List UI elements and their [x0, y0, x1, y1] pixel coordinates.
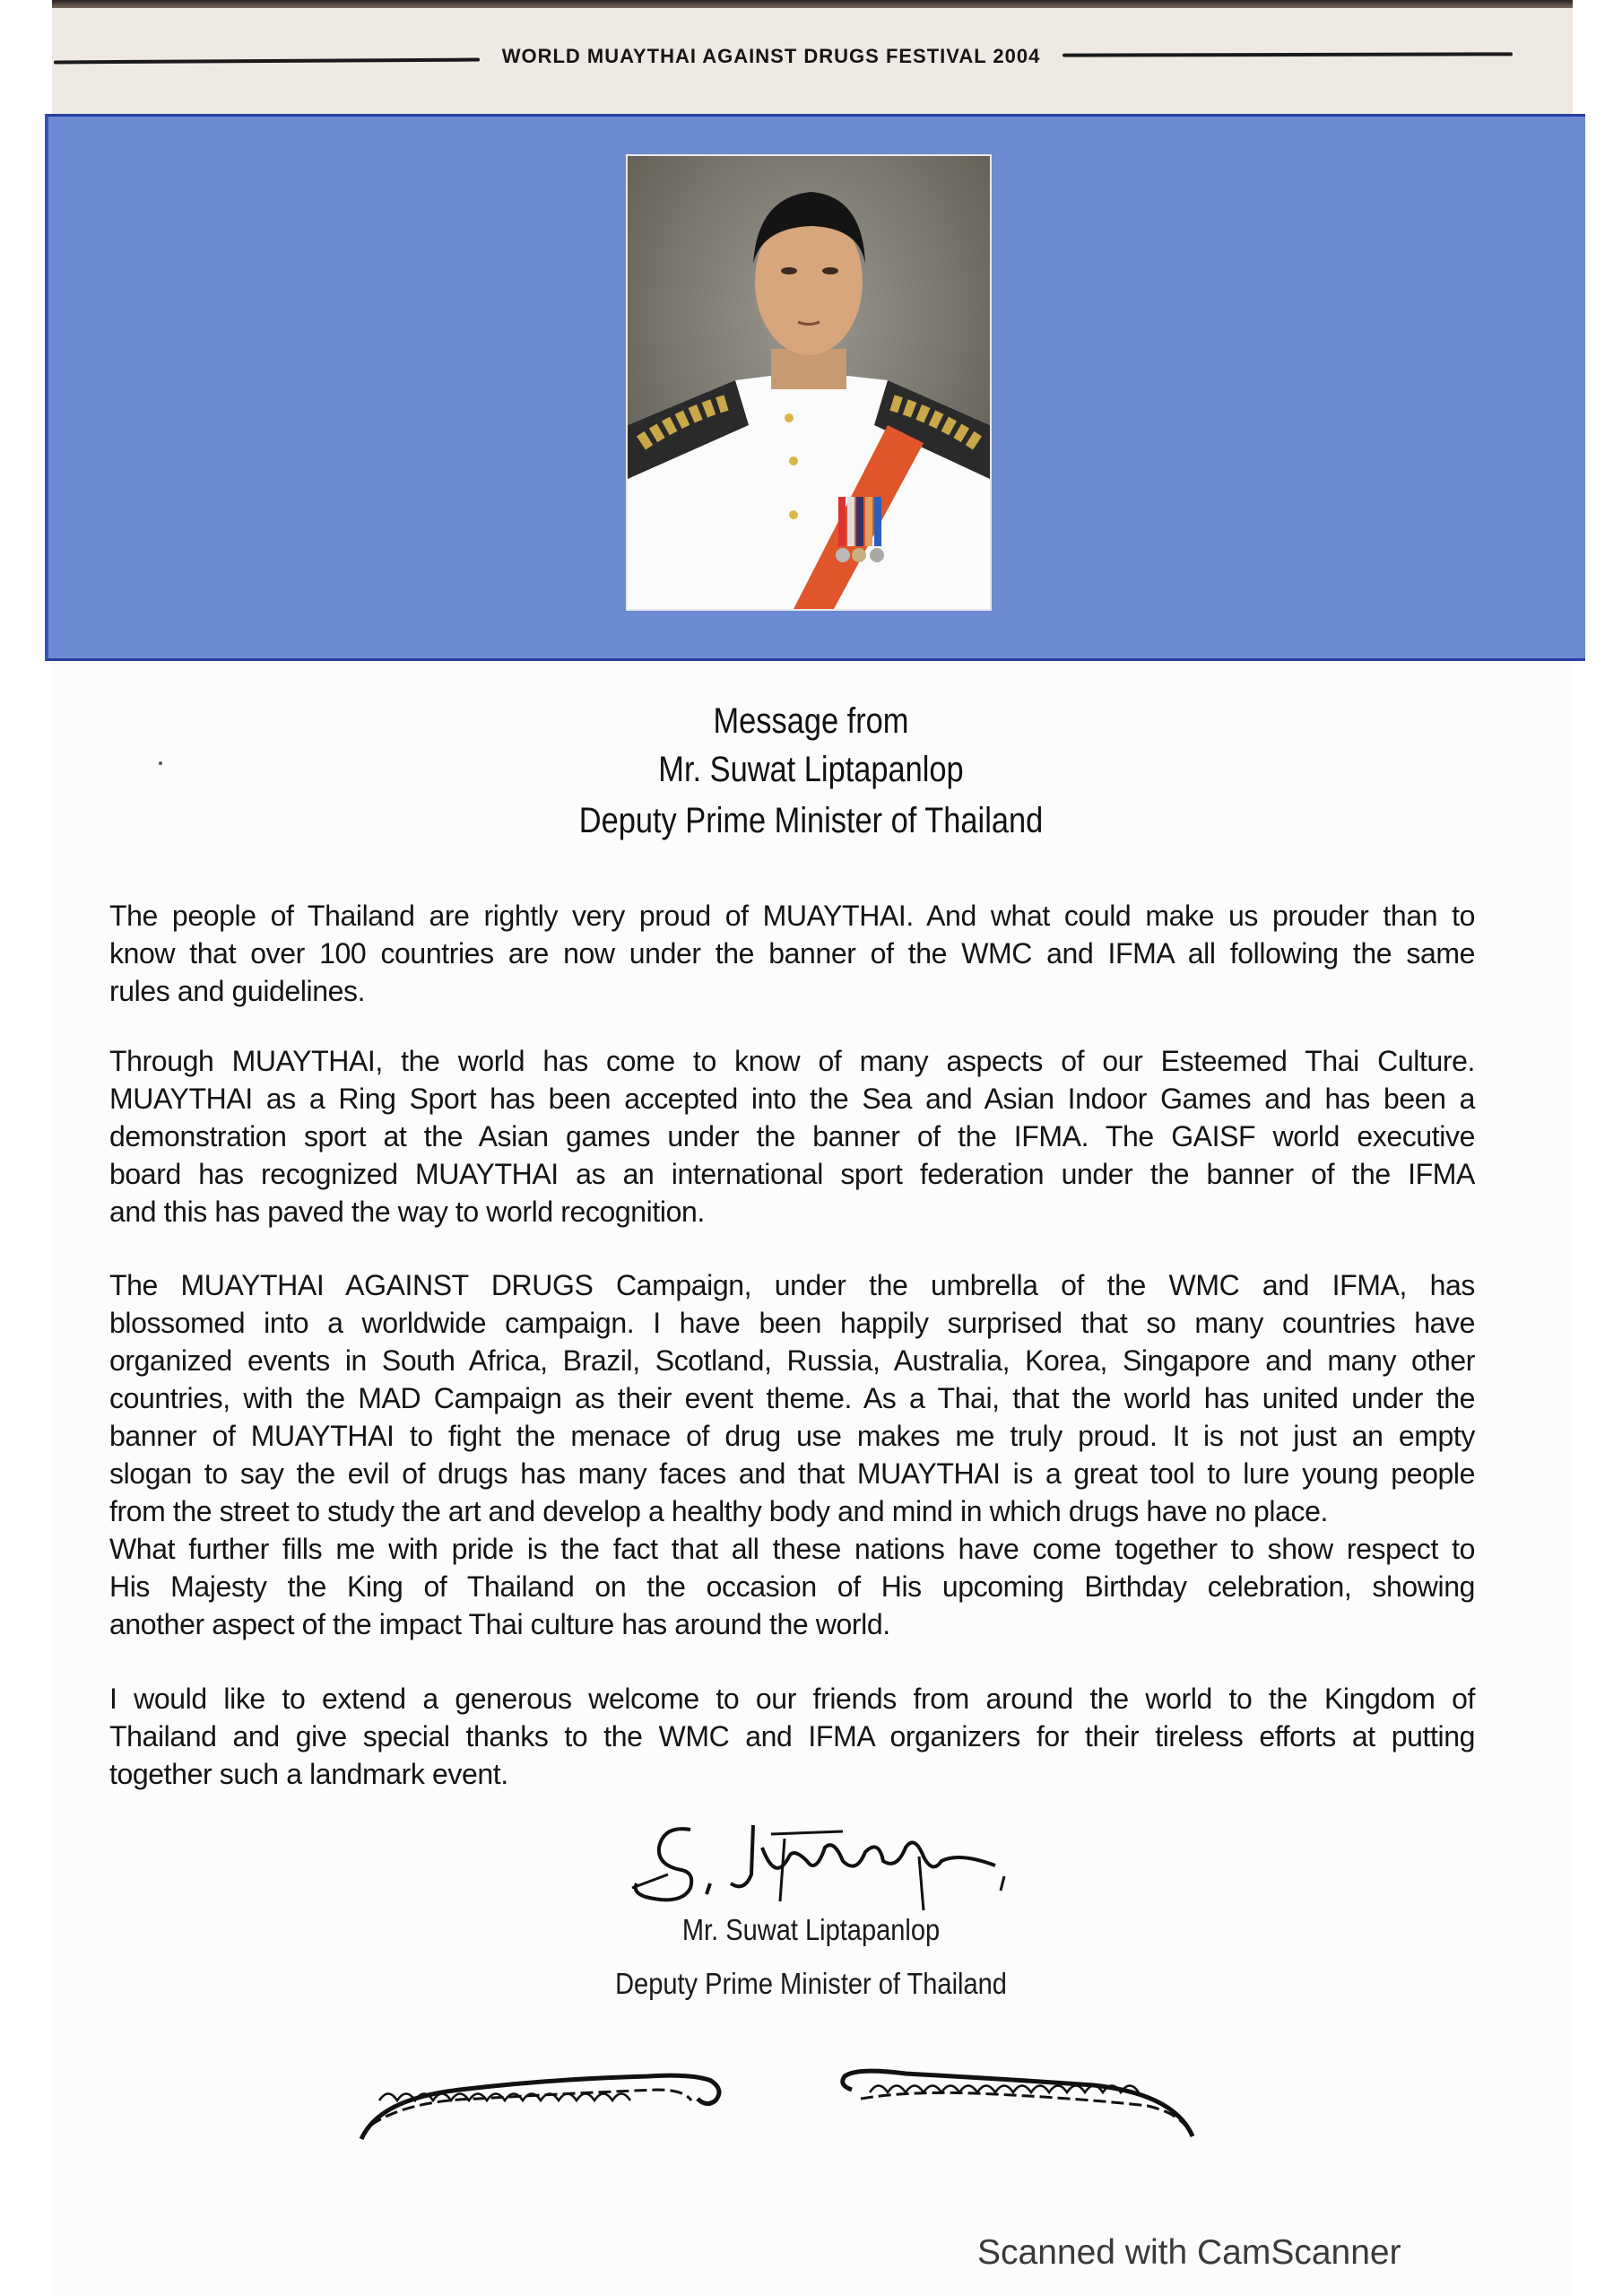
- text-line: know that over 100 countries are now under the banner of the WMC and IFMA all following the same: [109, 937, 1475, 970]
- handwritten-signature: [628, 1821, 1031, 1919]
- text-line: I would like to extend a generous welcome to our friends from around the world to the Kingdom of: [109, 1683, 1475, 1715]
- signatory-title: Deputy Prime Minister of Thailand: [615, 1967, 1007, 2000]
- camscanner-watermark: Scanned with CamScanner: [977, 2233, 1401, 2272]
- text-line: The people of Thailand are rightly very proud of MUAYTHAI. And what could make us prouder than to: [109, 900, 1475, 932]
- message-paragraph-3: [109, 1266, 1475, 1643]
- heading-line-1: Message from: [713, 701, 909, 741]
- text-line: together such a landmark event.: [109, 1758, 508, 1790]
- text-line: board has recognized MUAYTHAI as an international sport federation under the banner of the IFMA: [109, 1158, 1475, 1190]
- thai-ornament-left-icon: [352, 2063, 729, 2148]
- text-line: organized events in South Africa, Brazil, Scotland, Russia, Australia, Korea, Singapore and many other: [109, 1344, 1475, 1377]
- text-line: banner of MUAYTHAI to fight the menace of drug use makes me truly proud. It is not just an empty: [109, 1420, 1475, 1452]
- text-line: blossomed into a worldwide campaign. I have been happily surprised that so many countries have: [109, 1307, 1475, 1339]
- heading-line-2: Mr. Suwat Liptapanlop: [658, 750, 964, 789]
- portrait-illustration: [628, 156, 990, 609]
- text-line: The MUAYTHAI AGAINST DRUGS Campaign, under the umbrella of the WMC and IFMA, has: [109, 1269, 1475, 1301]
- signatory-name: Mr. Suwat Liptapanlop: [681, 1913, 941, 1946]
- top-edge-strip: [52, 0, 1573, 8]
- text-line: MUAYTHAI as a Ring Sport has been accepted into the Sea and Asian Indoor Games and has been a: [109, 1083, 1475, 1115]
- text-line: Thailand and give special thanks to the WMC and IFMA organizers for their tireless efforts at putting: [109, 1720, 1475, 1752]
- text-line: another aspect of the impact Thai culture has around the world.: [109, 1608, 890, 1640]
- heading-line-3: Deputy Prime Minister of Thailand: [578, 801, 1044, 840]
- text-line: and this has paved the way to world recognition.: [109, 1196, 705, 1228]
- text-line: His Majesty the King of Thailand on the occasion of His upcoming Birthday celebration, showing: [109, 1570, 1475, 1603]
- speck: [159, 761, 162, 765]
- message-paragraph-1: [109, 897, 1475, 1010]
- text-line: from the street to study the art and develop a healthy body and mind in which drugs have no place.: [109, 1495, 1328, 1527]
- thai-ornament-right-icon: [834, 2063, 1201, 2144]
- message-paragraph-2: [109, 1042, 1475, 1231]
- header-title: WORLD MUAYTHAI AGAINST DRUGS FESTIVAL 2004: [484, 45, 1058, 68]
- text-line: demonstration sport at the Asian games under the banner of the IFMA. The GAISF world executive: [109, 1120, 1475, 1152]
- text-line: What further fills me with pride is the fact that all these nations have come together to show respect to: [109, 1533, 1475, 1565]
- text-line: countries, with the MAD Campaign as their event theme. As a Thai, that the world has united under the: [109, 1382, 1475, 1414]
- message-paragraph-4: [109, 1680, 1475, 1793]
- text-line: Through MUAYTHAI, the world has come to know of many aspects of our Esteemed Thai Culture.: [109, 1045, 1475, 1077]
- text-line: rules and guidelines.: [109, 975, 366, 1007]
- text-line: slogan to say the evil of drugs has many faces and that MUAYTHAI is a great tool to lure young people: [109, 1457, 1475, 1490]
- portrait-photo: [628, 156, 990, 609]
